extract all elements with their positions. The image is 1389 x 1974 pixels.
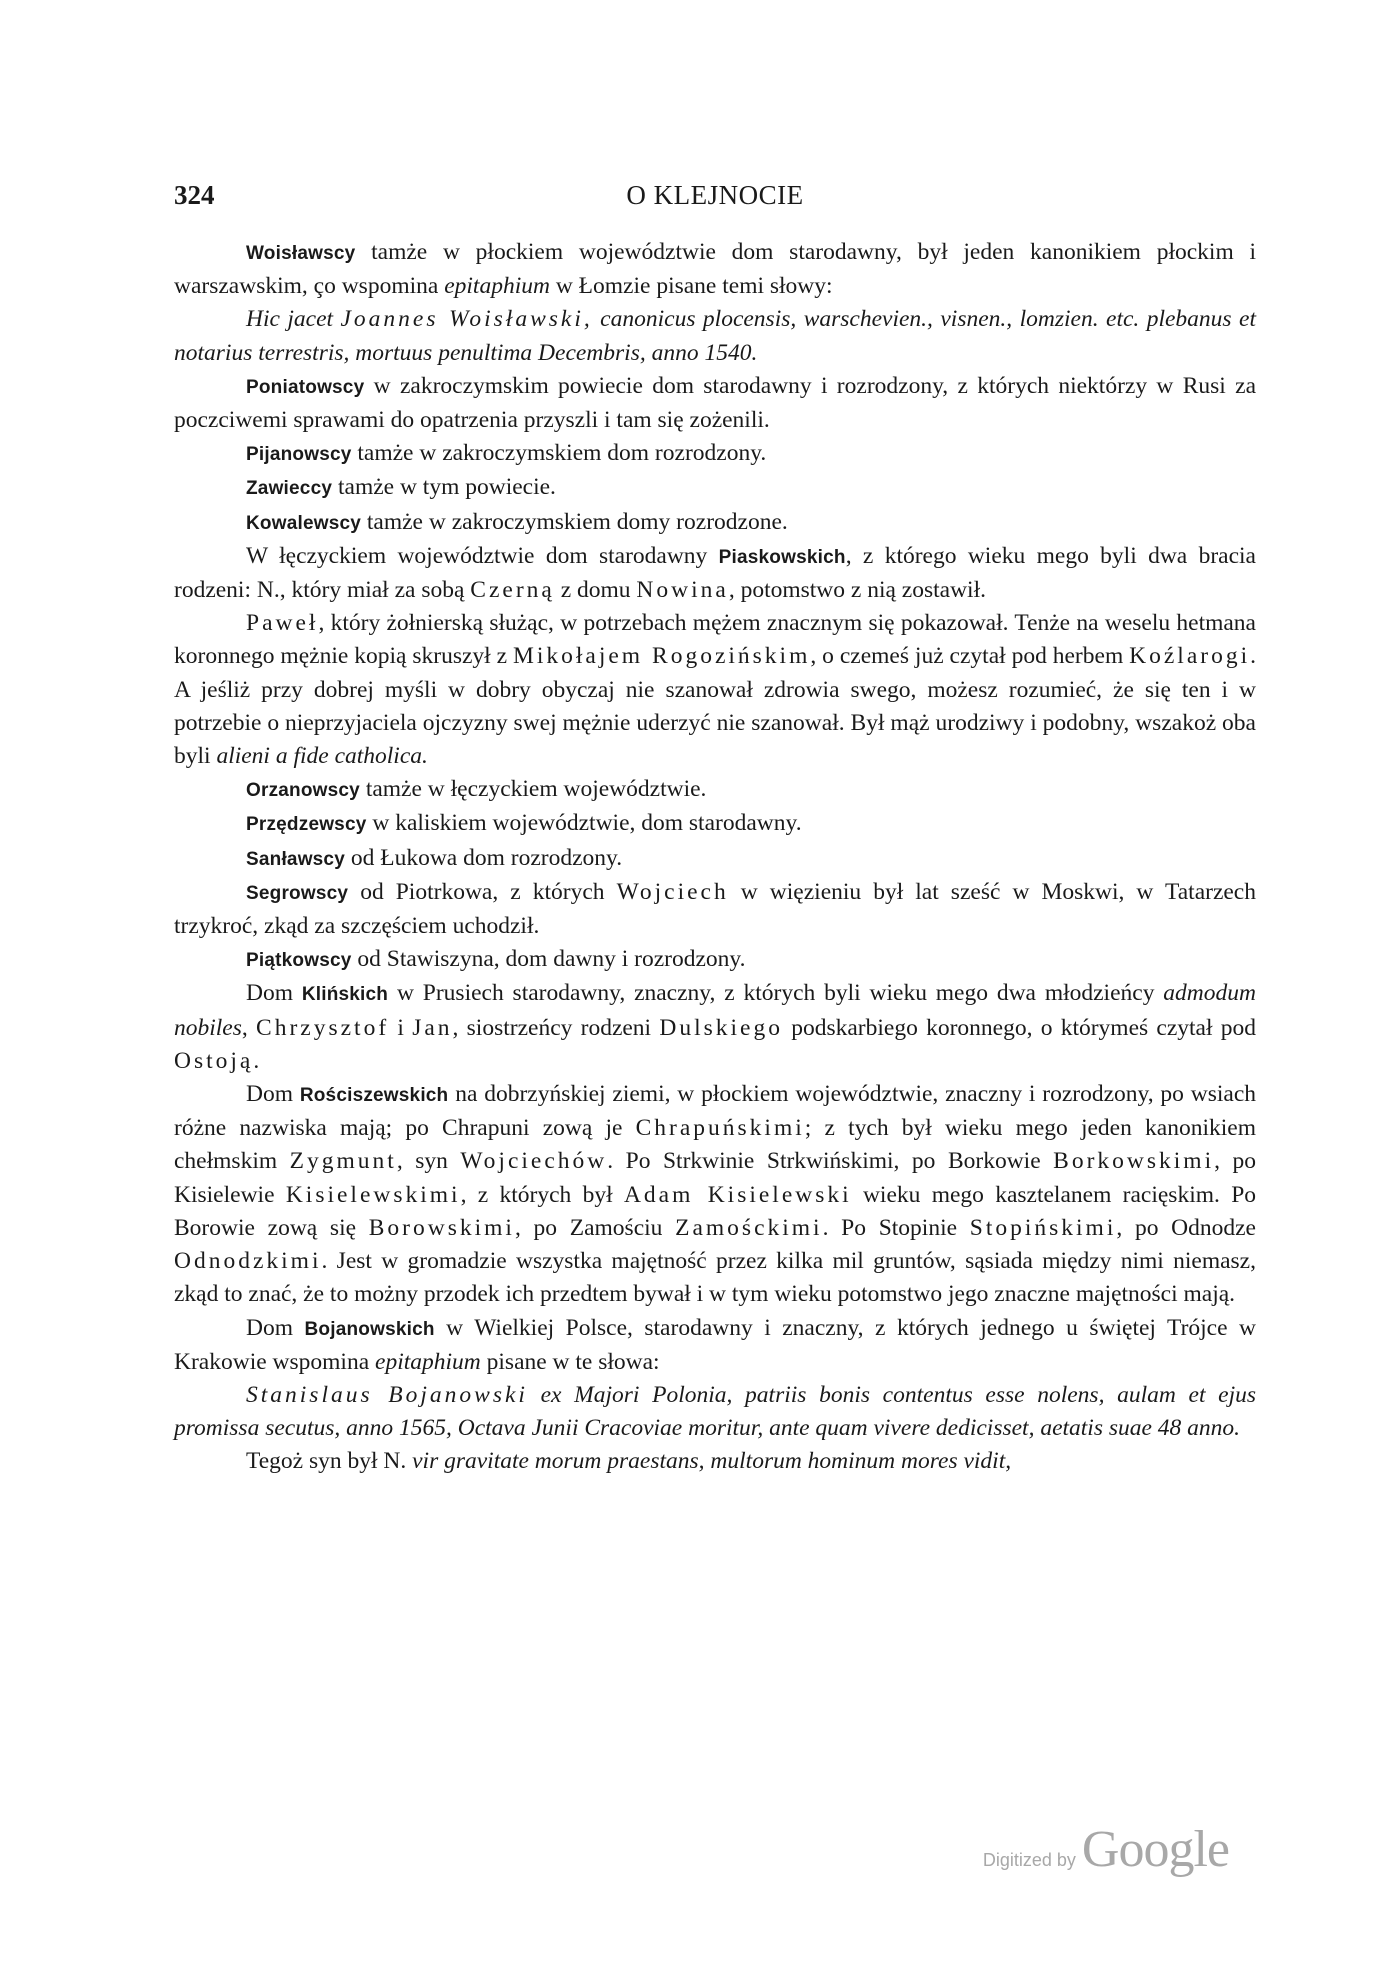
text-run: ; z tych był wieku mego jeden kanonikiem chełmskim xyxy=(174,1115,1256,1175)
text-run: tamże w zakroczymskiem domy rozrodzone. xyxy=(361,508,788,535)
family-name: Bojanowskich xyxy=(304,1318,435,1340)
text-run: Dom xyxy=(246,980,302,1007)
text-run: i xyxy=(389,1014,413,1041)
running-title: O KLEJNOCIE xyxy=(626,180,804,210)
text-run: od Łukowa dom rozrodzony. xyxy=(344,844,623,871)
text-run: Adam Kisielewski xyxy=(623,1181,852,1208)
text-run: z domu xyxy=(554,577,637,604)
paragraph xyxy=(174,506,1256,540)
text-run: Kisielewskimi xyxy=(285,1181,461,1208)
text-run: Wojciech xyxy=(616,878,729,905)
body-text xyxy=(174,236,1256,1479)
text-run: Dom xyxy=(246,1081,300,1108)
digitized-watermark xyxy=(983,1820,1229,1879)
family-name: Zawieccy xyxy=(246,478,333,500)
family-name: Segrowscy xyxy=(246,882,349,904)
text-run: ex Majori Polonia, patriis bonis contentus esse nolens, aulam et ejus promissa secutus, anno 1565, Octava Junii Cracoviae moritur, ante quam vivere dedicisset, aetatis suae 48 anno. xyxy=(174,1381,1256,1442)
paragraph xyxy=(174,842,1256,876)
text-run: w Łomzie pisane temi słowy: xyxy=(549,273,833,300)
text-run: Tegoż syn był N. xyxy=(246,1448,413,1475)
text-run: Wojciechów xyxy=(460,1148,608,1175)
digitized-by-label: Digitized by xyxy=(982,1850,1076,1870)
text-run: vir gravitate morum praestans, multorum hominum mores vidit, xyxy=(412,1448,1012,1475)
text-run: Nowina xyxy=(636,577,729,604)
text-run: Stanislaus Bojanowski xyxy=(246,1381,528,1408)
paragraph xyxy=(174,370,1256,437)
text-run: . xyxy=(253,1047,260,1074)
text-run: Dulskiego xyxy=(659,1014,783,1041)
paragraph xyxy=(174,540,1256,607)
google-logo: Google xyxy=(1081,1821,1229,1878)
family-name: Klińskich xyxy=(301,984,389,1006)
paragraph xyxy=(174,876,1256,943)
text-run: na dobrzyńskiej ziemi, w płockiem województwie, znaczny i rozrodzony, po wsiach różne nazwiska mają; po Chrapuni zową je xyxy=(174,1081,1256,1142)
text-run: epitaphium xyxy=(375,1348,481,1375)
paragraph xyxy=(174,1078,1256,1311)
paragraph xyxy=(174,1379,1256,1445)
paragraph xyxy=(174,773,1256,807)
family-name: Rościszewskich xyxy=(299,1085,449,1107)
family-name: Sanławscy xyxy=(246,848,345,870)
text-run: , z których był xyxy=(460,1181,624,1208)
text-run: podskarbiego koronnego, o którymeś czytał pod xyxy=(782,1014,1257,1041)
family-name: Piątkowscy xyxy=(246,950,352,972)
text-run: , xyxy=(241,1014,257,1041)
text-run: , o czemeś już czytał pod herbem xyxy=(810,643,1130,670)
text-run: , po Zamościu xyxy=(514,1214,676,1241)
family-name: Pijanowscy xyxy=(246,444,352,466)
text-run: admodum nobiles xyxy=(174,980,1256,1041)
text-run: canonicus plocensis, warschevien., visnen., lomzien. etc. plebanus et notarius terrestris, mortuus penultima Decembris, anno 1540. xyxy=(174,306,1256,366)
text-run: tamże w tym powiecie. xyxy=(332,474,556,501)
text-run: epitaphium xyxy=(444,273,550,300)
text-run: w Prusiech starodawny, znaczny, z których byli wieku mego dwa młodzieńcy xyxy=(388,980,1164,1007)
text-run: od Piotrkowa, z których xyxy=(348,878,617,905)
text-run: pisane w te słowa: xyxy=(480,1348,660,1375)
paragraph xyxy=(174,1312,1256,1379)
text-run: tamże w zakroczymskiem dom rozrodzony. xyxy=(351,440,767,467)
text-run: Mikołajem Rogozińskim xyxy=(512,643,811,670)
text-run: Hic jacet xyxy=(246,306,341,333)
text-run: w Wielkiej Polsce, starodawny i znaczny, z których jednego u świętej Trójce w Krakowie wspomina xyxy=(174,1314,1256,1375)
text-run: Stopińskimi xyxy=(969,1214,1117,1241)
text-run: Zamośckimi xyxy=(675,1214,823,1241)
text-run: , z którego wieku mego byli dwa bracia rodzeni: N., który miał za sobą xyxy=(174,542,1256,604)
text-run: Czerną xyxy=(470,577,555,604)
text-run: Chrapuńskimi xyxy=(635,1115,805,1142)
text-run: . Jest w gromadzie wszystka majętność przez kilka mil gruntów, sąsiada między nimi niemasz, zkąd to znać, że to możny przodek ich przedtem bywał i w tym wieku potomstwo jego znaczne majętności mają. xyxy=(174,1248,1256,1308)
text-run: Dom xyxy=(246,1314,305,1341)
text-run: W łęczyckiem województwie dom starodawny xyxy=(246,542,719,569)
text-run: Koźlarogi xyxy=(1129,643,1251,670)
text-run: Zygmunt xyxy=(289,1148,397,1175)
text-run: . Po Stopinie xyxy=(822,1214,970,1241)
text-run: Paweł xyxy=(246,610,319,637)
text-run: Ostoją xyxy=(174,1047,254,1074)
text-run: w kaliskiem województwie, dom starodawny. xyxy=(366,810,802,837)
page-header xyxy=(174,180,1256,220)
text-run: tamże w łęczyckiem województwie. xyxy=(359,776,707,803)
family-name: Orzanowscy xyxy=(246,780,360,802)
text-run: , po Kisielewie xyxy=(174,1148,1256,1208)
text-run: . A jeśliż przy dobrej myśli w dobry obyczaj nie szanował zdrowia swego, możesz rozumieć, że się ten i w potrzebie o nieprzyjaciela ojczyzny swej mężnie uderzyć nie szanował. Był mąż urodziwy i podobny, wszakoż oba byli xyxy=(174,643,1256,770)
text-run: , po Odnodze xyxy=(1116,1214,1256,1241)
text-run: . Po Strkwinie Strkwińskimi, po Borkowie xyxy=(607,1148,1054,1175)
text-run: wieku mego kasztelanem racięskim. Po Borowie zową się xyxy=(174,1181,1257,1241)
text-run: , syn xyxy=(396,1148,461,1175)
text-run: Borowskimi xyxy=(368,1214,515,1241)
paragraph xyxy=(174,1445,1256,1478)
text-run: , siostrzeńcy rodzeni xyxy=(452,1014,660,1041)
family-name: Poniatowscy xyxy=(246,376,365,398)
text-run: , który żołnierską służąc, w potrzebach mężem znacznym się pokazował. Tenże na weselu hetmana koronnego mężnie kopią skruszył z xyxy=(174,610,1256,670)
family-name: Przędzewscy xyxy=(246,814,367,836)
text-run: Borkowskimi xyxy=(1053,1148,1215,1175)
family-name: Kowalewscy xyxy=(246,512,361,534)
paragraph xyxy=(174,943,1256,977)
text-run: Odnodzkimi xyxy=(174,1248,322,1275)
text-run: Chrzysztof xyxy=(256,1014,390,1041)
text-run: , potomstwo z nią zostawił. xyxy=(728,577,986,604)
page-number: 324 xyxy=(174,180,215,210)
paragraph xyxy=(174,607,1256,773)
paragraph xyxy=(174,303,1256,369)
text-run: alieni a fide catholica. xyxy=(216,743,428,770)
paragraph xyxy=(174,236,1256,303)
text-run: w zakroczymskim powiecie dom starodawny i rozrodzony, z których niektórzy w Rusi za poczciwemi sprawami do opatrzenia przyszli i tam się zożenili. xyxy=(174,372,1256,434)
paragraph xyxy=(174,437,1256,471)
text-run: Jan xyxy=(412,1014,453,1041)
paragraph xyxy=(174,471,1256,505)
family-name: Woisławscy xyxy=(246,243,356,264)
family-name: Piaskowskich xyxy=(718,546,846,568)
text-run: od Stawiszyna, dom dawny i rozrodzony. xyxy=(351,946,746,973)
paragraph xyxy=(174,977,1256,1078)
text-run: Joannes Woisławski, xyxy=(340,306,593,333)
text-run: w więzieniu był lat sześć w Moskwi, w Tatarzech trzykroć, zkąd za szczęściem uchodził. xyxy=(174,878,1256,940)
paragraph xyxy=(174,807,1256,841)
text-run: tamże w płockiem województwie dom starodawny, był jeden kanonikiem płockim i warszawskim, ço wspomina xyxy=(174,239,1256,300)
